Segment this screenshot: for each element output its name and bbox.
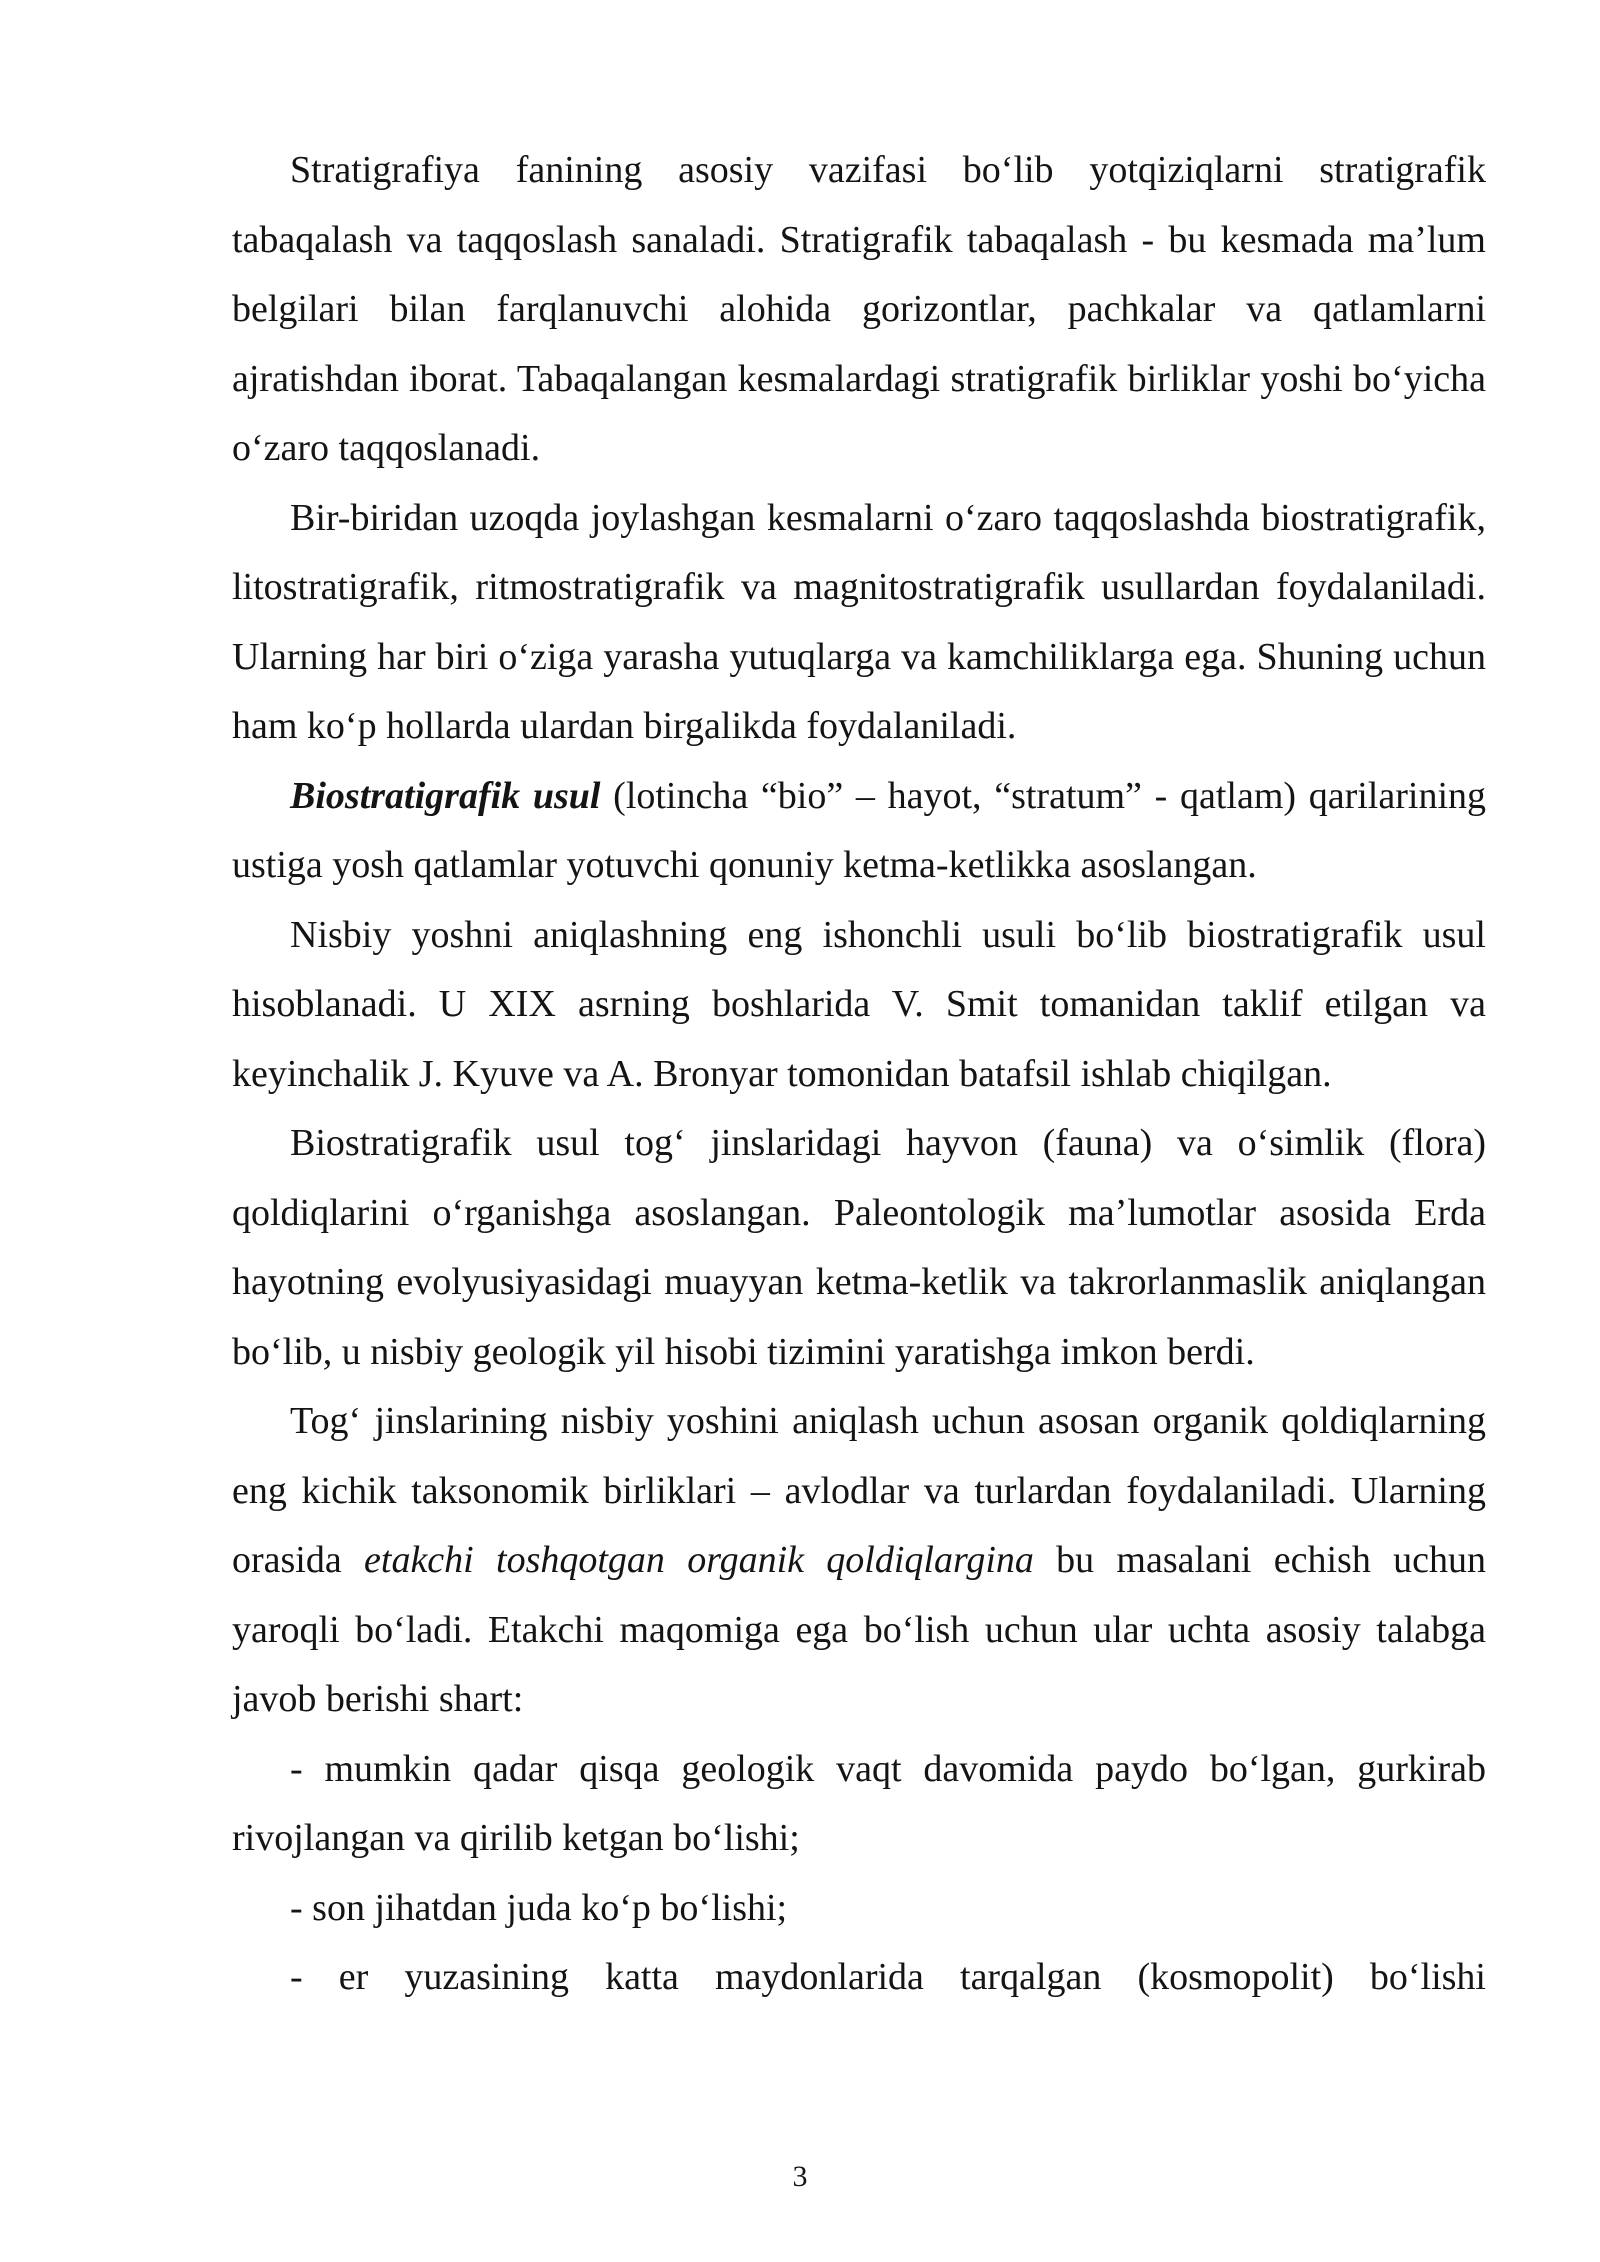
definition-text: (lotincha “bio” – hayot, “stratum” - qatlam) qarilarining ustiga yosh qatlamlar yotuvchi qonuniy ketma-ketlikka asoslangan. (232, 774, 1486, 886)
document-body (232, 136, 1486, 2013)
paragraph-stratigraphy-task: Stratigrafiya fanining asosiy vazifasi bo‘lib yotqiziqlarni stratigrafik tabaqalash va taqqoslash sanaladi. Stratigrafik tabaqalash - bu kesmada ma’lum belgilari bilan farqlanuvchi alohida gorizontlar, pachkalar va qatlamlarni ajratishdan iborat. Tabaqalangan kesmalardagi stratigrafik birliklar yoshi bo‘yicha o‘zaro taqqoslanadi. (232, 149, 1486, 469)
paragraph-relative-age: Nisbiy yoshni aniqlashning eng ishonchli usuli bo‘lib biostratigrafik usul hisoblanadi. U XIX asrning boshlarida V. Smit tomanidan taklif etilgan va keyinchalik J. Kyuve va A. Bronyar tomonidan batafsil ishlab chiqilgan. (232, 913, 1486, 1095)
paragraph-correlation-methods: Bir-biridan uzoqda joylashgan kesmalarni o‘zaro taqqoslashda biostratigrafik, litostratigrafik, ritmostratigrafik va magnitostratigrafik usullardan foydalaniladi. Ularning har biri o‘ziga yarasha yutuqlarga va kamchiliklarga ega. Shuning uchun ham ko‘p hollarda ulardan birgalikda foydalaniladi. (232, 496, 1486, 747)
index-fossils-text-after: bu masalani echish uchun yaroqli bo‘ladi. Etakchi maqomiga ega bo‘lish uchun ular uchta asosiy talabga javob berishi shart: (232, 1539, 1486, 1720)
list-item-widespread: - er yuzasining katta maydonlarida tarqalgan (kosmopolit) bo‘lishi (290, 1956, 1486, 1998)
page-number: 3 (792, 2160, 808, 2193)
index-fossils-emphasis: etakchi toshqotgan organik qoldiqlargina (364, 1539, 1034, 1581)
paragraph-index-fossils (232, 1387, 1486, 1735)
term-biostratigrafik-usul: Biostratigrafik usul (290, 774, 601, 817)
paragraph-fossil-study: Biostratigrafik usul tog‘ jinslaridagi hayvon (fauna) va o‘simlik (flora) qoldiqlarini o‘rganishga asoslangan. Paleontologik ma’lumotlar asosida Erda hayotning evolyusiyasidagi muayyan ketma-ketlik va takrorlanmaslik aniqlangan bo‘lib, u nisbiy geologik yil hisobi tizimini yaratishga imkon berdi. (232, 1122, 1486, 1373)
paragraph-biostratigraphic-definition (232, 762, 1486, 901)
list-item-short-time: - mumkin qadar qisqa geologik vaqt davomida paydo bo‘lgan, gurkirab rivojlangan va qirilib ketgan bo‘lishi; (232, 1747, 1486, 1859)
list-item-abundant: - son jihatdan juda ko‘p bo‘lishi; (290, 1886, 788, 1929)
index-fossils-text-before: Tog‘ jinslarining nisbiy yoshini aniqlash uchun asosan organik qoldiqlarning eng kichik taksonomik birliklari – avlodlar va turlardan foydalaniladi. Ularning orasida (232, 1400, 1486, 1581)
